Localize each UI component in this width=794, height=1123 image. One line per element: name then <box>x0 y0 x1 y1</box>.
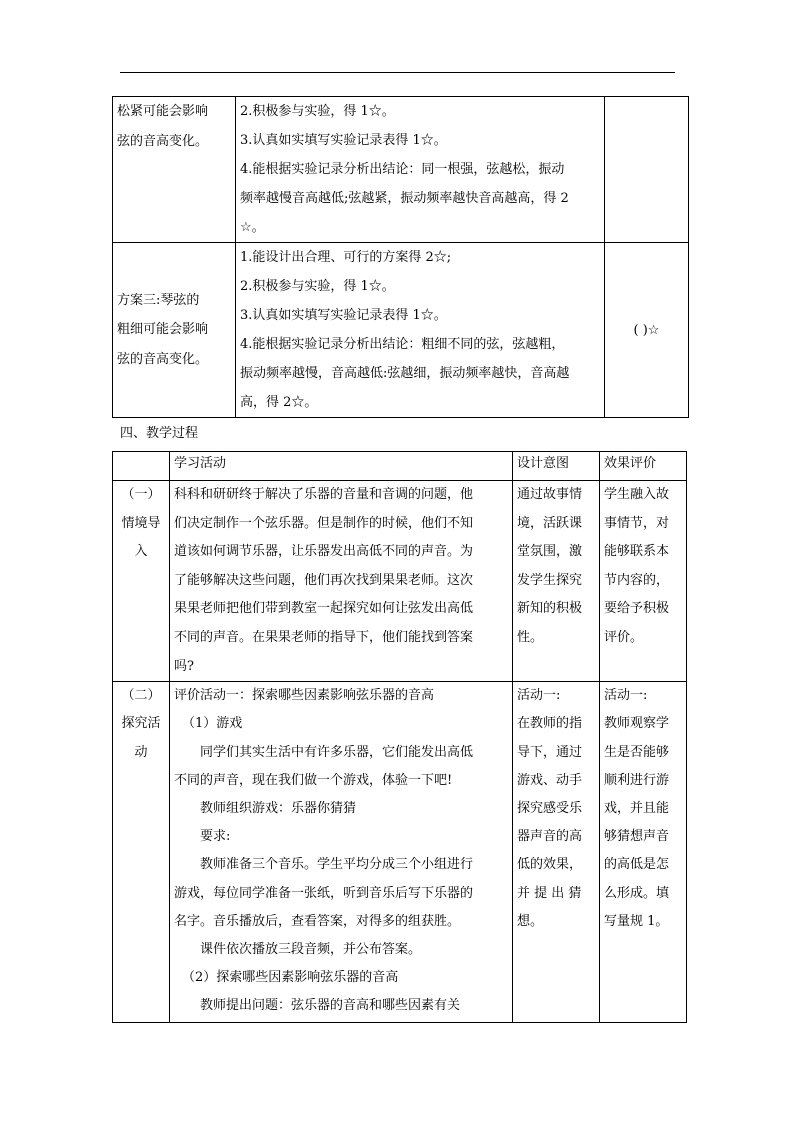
cell-line: 方案三:琴弦的 <box>117 292 200 308</box>
cell-line: 2.积极参与实验，得 1☆。 <box>240 279 395 294</box>
column-header: 设计意图 <box>513 452 600 481</box>
cell-line: 学生融入故 <box>604 487 670 502</box>
cell-line: 弦的音高变化。 <box>117 351 209 367</box>
score-cell <box>605 97 689 243</box>
table-row <box>113 243 689 418</box>
cell-line: 么形成。填 <box>604 885 670 901</box>
table-row <box>113 682 687 1023</box>
cell-line: 通过故事情 <box>517 487 583 502</box>
cell-line: 要给予积极 <box>604 601 670 617</box>
cell-line: 1.能设计出合理、可行的方案得 2☆; <box>240 250 452 265</box>
section-title: 四、教学过程 <box>120 426 199 441</box>
cell-line: 3.认真如实填写实验记录表得 1☆。 <box>240 133 447 148</box>
cell-line: 探究感受乐 <box>517 800 583 816</box>
cell-line: （二） <box>121 688 161 704</box>
intent-cell <box>513 481 600 682</box>
cell-line: 振动频率越慢，音高越低:弦越细，振动频率越快，音高越 <box>240 366 570 381</box>
plan-cell <box>113 243 236 418</box>
cell-line: 戏，并且能 <box>604 800 670 816</box>
cell-line: 教师准备三个音乐。学生平均分成三个小组进行 <box>200 857 474 873</box>
cell-line: 动 <box>134 744 148 760</box>
plan-cell <box>113 97 236 243</box>
cell-line: 们决定制作一个弦乐器。但是制作的时候，他们不知 <box>174 515 474 531</box>
cell-line: 评价活动一：探索哪些因素影响弦乐器的音高 <box>174 688 435 704</box>
cell-line: 高，得 2☆。 <box>240 395 318 410</box>
teaching-process-table <box>112 451 687 1023</box>
cell-line: 够猜想声音 <box>604 829 670 845</box>
cell-line: 事情节，对 <box>604 515 670 531</box>
cell-line: 情境导 <box>121 515 161 531</box>
cell-line: 弦的音高变化。 <box>117 133 209 149</box>
cell-line: 同学们其实生活中有许多乐器，它们能发出高低 <box>200 744 474 760</box>
cell-line: 游戏，每位同学准备一张纸，听到音乐后写下乐器的 <box>174 885 474 901</box>
cell-line: 吗? <box>174 658 194 674</box>
cell-line: 频率越慢音高越低;弦越紧，振动频率越快音高越高，得 2 <box>240 191 569 206</box>
cell-line: 器声音的高 <box>517 829 583 845</box>
activity-cell <box>170 481 513 682</box>
table-row <box>113 97 689 243</box>
table-row <box>113 481 687 682</box>
evaluation-table <box>112 96 689 418</box>
stage-cell <box>113 481 170 682</box>
column-header: 效果评价 <box>600 452 687 481</box>
cell-line: 并 提 出 猜 <box>517 885 582 901</box>
cell-line: 节内容的， <box>604 572 670 588</box>
cell-line: 不同的声音，现在我们做一个游戏，体验一下吧! <box>174 772 453 788</box>
evaluation-cell <box>600 481 687 682</box>
cell-line: 名字。音乐播放后，查看答案，对得多的组获胜。 <box>174 913 461 929</box>
cell-line: 境，活跃课 <box>517 515 583 531</box>
cell-line: 评价。 <box>604 629 644 645</box>
cell-line: （2）探索哪些因素影响弦乐器的音高 <box>182 970 399 986</box>
cell-line: 科科和研研终于解决了乐器的音量和音调的问题，他 <box>174 487 474 502</box>
cell-line: 能够联系本 <box>604 544 670 560</box>
cell-line: 想。 <box>517 913 544 929</box>
cell-line: 教师组织游戏：乐器你猜猜 <box>200 800 357 816</box>
cell-line: 性。 <box>517 629 544 645</box>
header-rule <box>120 72 675 73</box>
intent-cell <box>513 682 600 1023</box>
cell-line: 4.能根据实验记录分析出结论：同一根强，弦越松，振动 <box>240 162 565 177</box>
cell-line: 教师提出问题：弦乐器的音高和哪些因素有关 <box>200 998 461 1014</box>
cell-line: 导下，通过 <box>517 744 583 760</box>
cell-line: 2.积极参与实验，得 1☆。 <box>240 104 395 119</box>
cell-line: 不同的声音。在果果老师的指导下，他们能找到答案 <box>174 629 474 645</box>
cell-line: 教师观察学 <box>604 716 670 732</box>
cell-line: 探究活 <box>121 716 161 732</box>
cell-line: 新知的积极 <box>517 601 583 617</box>
cell-line: 活动一: <box>517 688 561 704</box>
cell-line: 入 <box>134 544 148 560</box>
cell-line: 发学生探究 <box>517 572 583 588</box>
column-header: 学习活动 <box>170 452 513 481</box>
cell-line: 活动一: <box>604 688 648 704</box>
column-header <box>113 452 170 481</box>
cell-line: （1）游戏 <box>182 716 243 732</box>
criteria-cell <box>236 97 605 243</box>
cell-line: ☆。 <box>240 220 265 235</box>
cell-line: 游戏、动手 <box>517 772 583 788</box>
cell-line: 粗细可能会影响 <box>117 322 209 338</box>
cell-line: 要求: <box>200 829 231 845</box>
cell-line: （一） <box>121 487 161 502</box>
cell-line: 低的效果， <box>517 857 583 873</box>
cell-line: 松紧可能会影响 <box>117 104 209 119</box>
cell-line: 4.能根据实验记录分析出结论：粗细不同的弦，弦越粗， <box>240 337 565 352</box>
activity-cell <box>170 682 513 1023</box>
cell-line: 写量规 1。 <box>604 913 669 929</box>
cell-line: 顺利进行游 <box>604 772 670 788</box>
stage-cell <box>113 682 170 1023</box>
table-header-row <box>113 452 687 481</box>
cell-line: 果果老师把他们带到教室一起探究如何让弦发出高低 <box>174 601 474 617</box>
cell-line: 了能够解决这些问题，他们再次找到果果老师。这次 <box>174 572 474 588</box>
score-cell: ( )☆ <box>605 243 689 418</box>
cell-line: 道该如何调节乐器，让乐器发出高低不同的声音。为 <box>174 544 474 560</box>
cell-line: 课件依次播放三段音频，并公布答案。 <box>200 941 422 957</box>
criteria-cell <box>236 243 605 418</box>
cell-line: 的高低是怎 <box>604 857 670 873</box>
cell-line: 生是否能够 <box>604 744 670 760</box>
cell-line: 在教师的指 <box>517 716 583 732</box>
evaluation-cell <box>600 682 687 1023</box>
cell-line: 堂氛围，激 <box>517 544 583 560</box>
cell-line: 3.认真如实填写实验记录表得 1☆。 <box>240 308 447 323</box>
